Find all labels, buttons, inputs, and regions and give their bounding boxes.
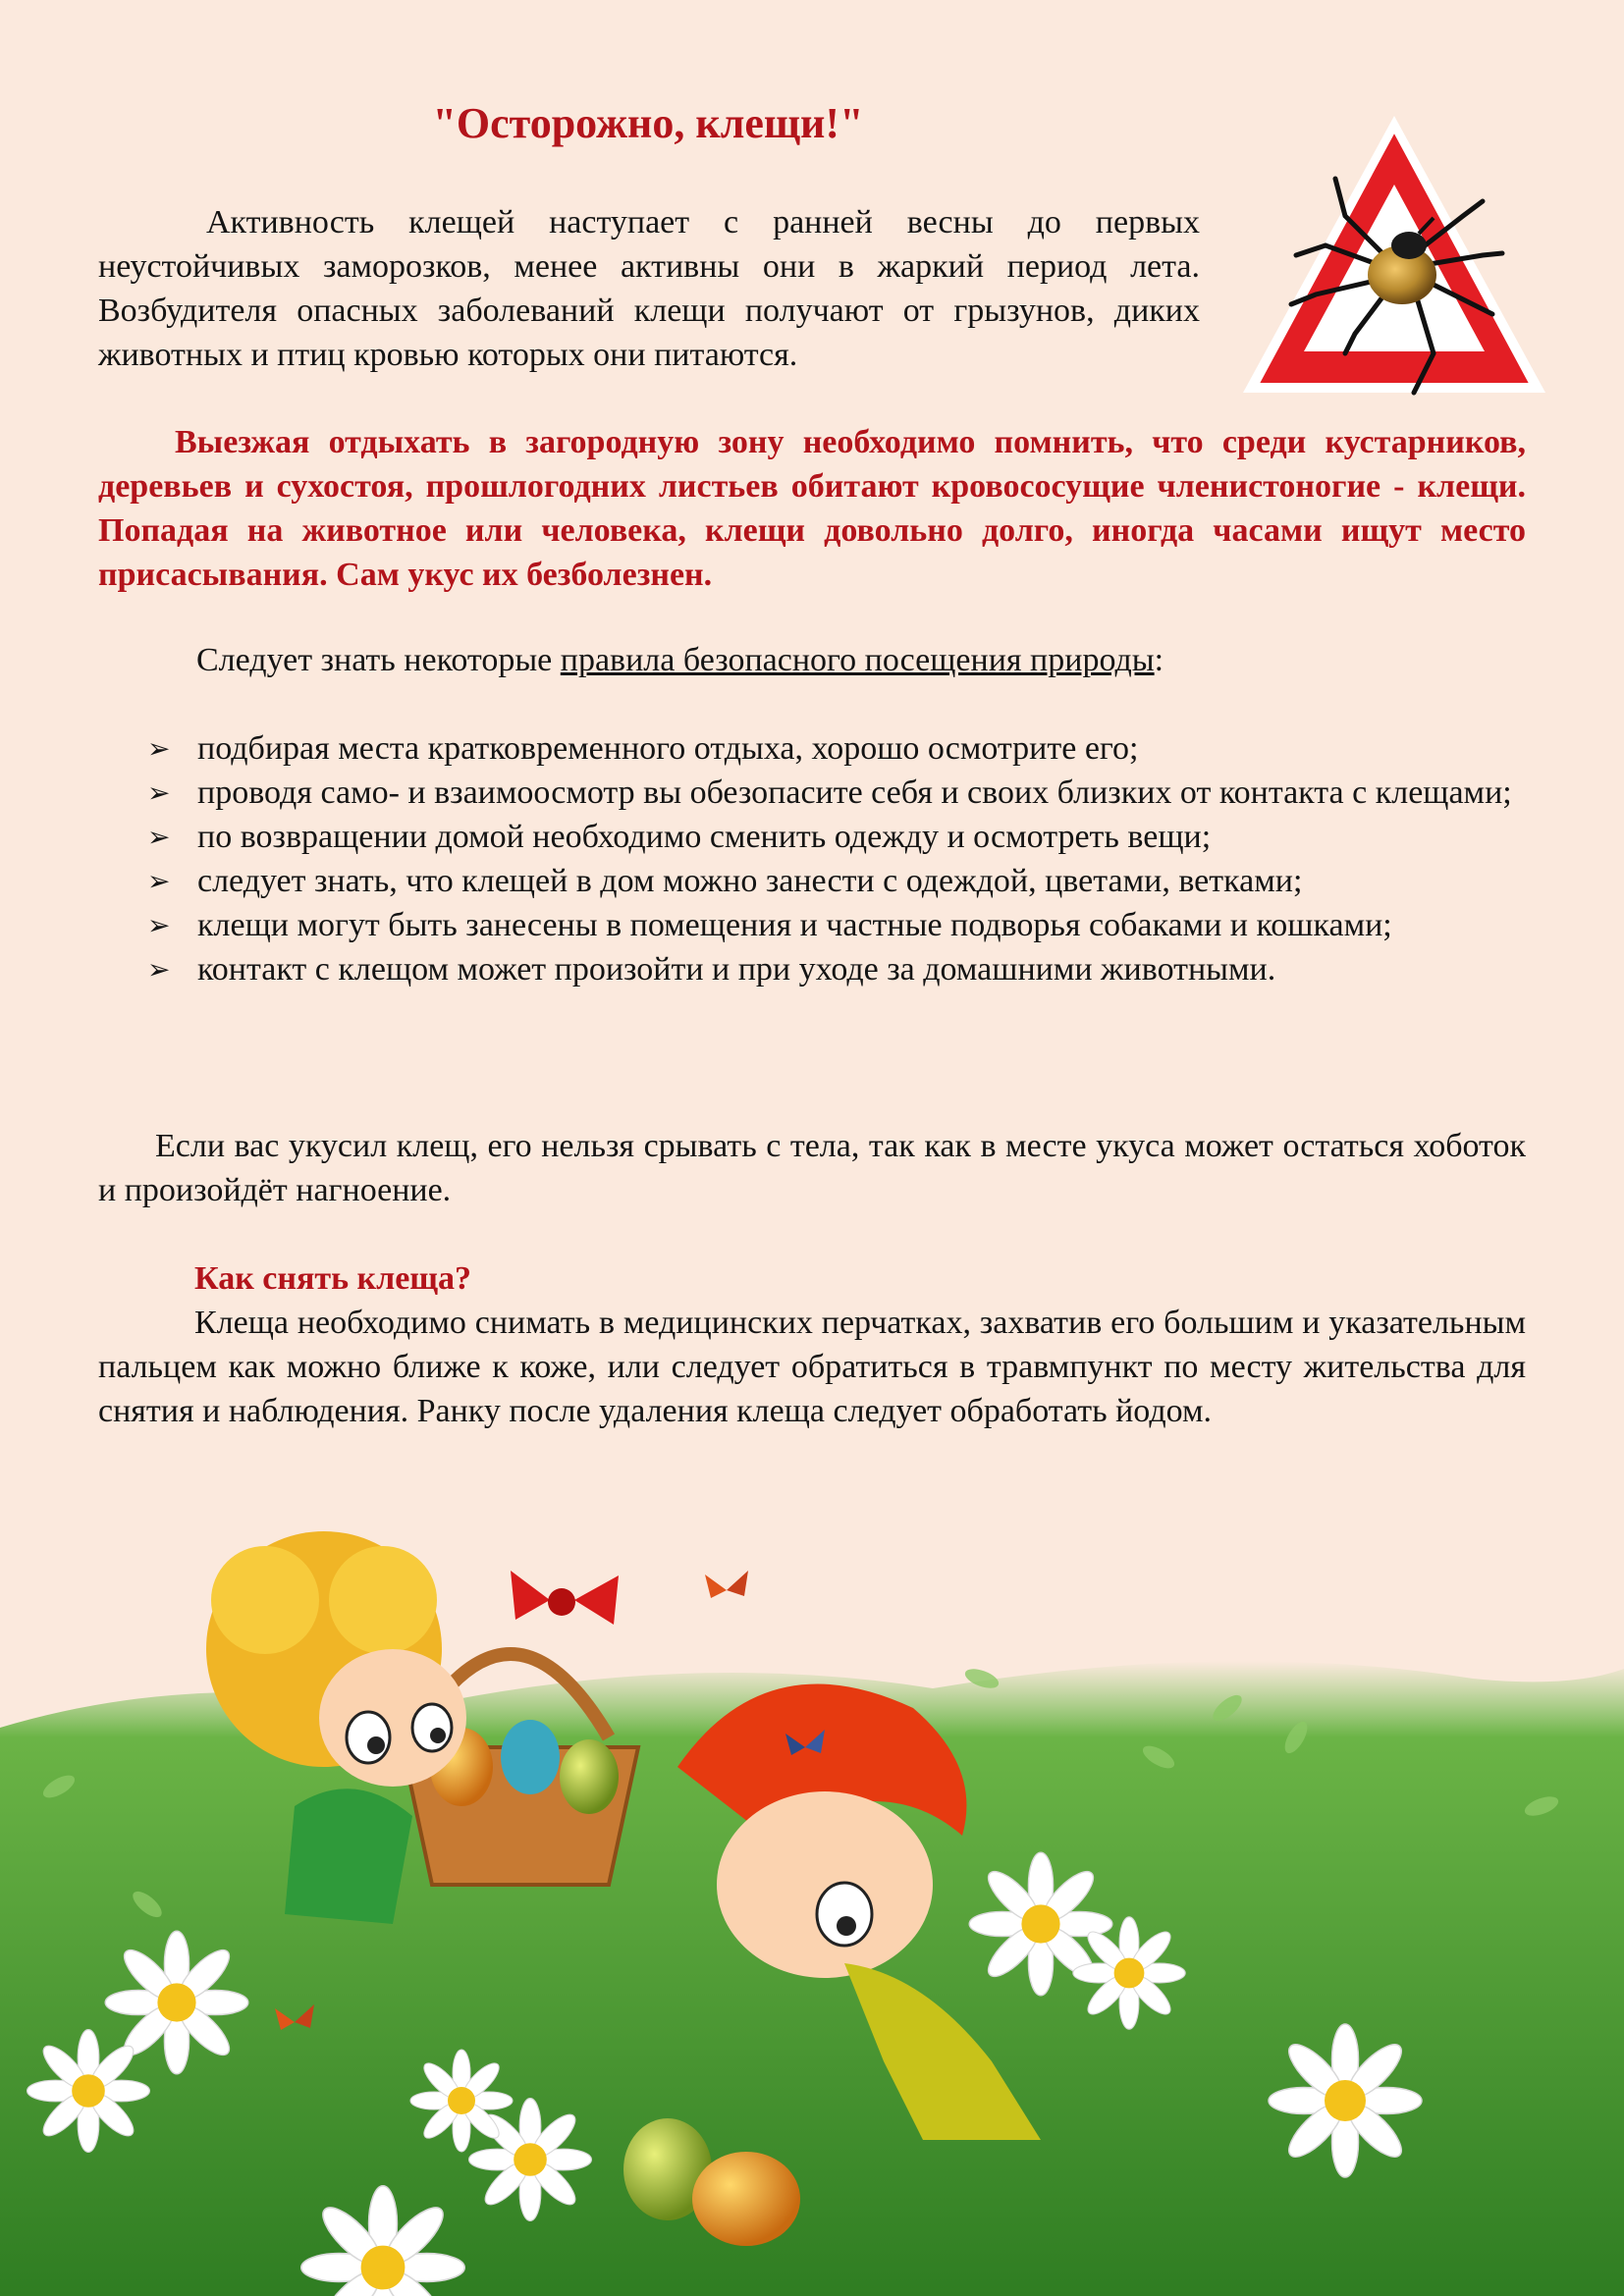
list-item-text: контакт с клещом может произойти и при уходе за домашними животными.	[197, 951, 1276, 988]
howto-paragraph: Клеща необходимо снимать в медицинских перчатках, захватив его большим и указательным пальцем как можно ближе к коже, или следует обратиться в травмпункт по месту жительства для снятия и наблюдения. Ранку после удаления клеща следует обработать йодом.	[98, 1305, 1526, 1429]
rules-intro-underlined: правила безопасного посещения природы	[560, 642, 1155, 678]
list-item-text: следует знать, что клещей в дом можно занести с одеждой, цветами, ветками;	[197, 863, 1303, 899]
arrow-bullet-icon: ➢	[147, 776, 171, 809]
list-item	[98, 815, 1526, 859]
bite-note-paragraph: Если вас укусил клещ, его нельзя срывать с тела, так как в месте укуса может остаться хоботок и произойдёт нагноение.	[98, 1128, 1526, 1208]
warning-paragraph: Выезжая отдыхать в загородную зону необходимо помнить, что среди кустарников, деревьев и сухостоя, прошлогодних листьев обитают кровососущие членистоногие - клещи. Попадая на животное или человека, клещи довольно долго, иногда часами ищут место присасывания. Сам укус их безболезнен.	[98, 424, 1526, 593]
list-item	[98, 771, 1526, 815]
arrow-bullet-icon: ➢	[147, 865, 171, 897]
children-meadow-illustration	[0, 1512, 1624, 2296]
list-item	[98, 726, 1526, 771]
rules-intro-prefix: Следует знать некоторые	[196, 642, 561, 678]
rules-intro	[98, 638, 1526, 682]
list-item-text: клещи могут быть занесены в помещения и частные подворья собаками и кошками;	[197, 907, 1392, 943]
rules-intro-suffix: :	[1154, 642, 1164, 678]
list-item-text: проводя само- и взаимоосмотр вы обезопасите себя и своих близких от контакта с клещами;	[197, 774, 1512, 811]
arrow-bullet-icon: ➢	[147, 953, 171, 986]
arrow-bullet-icon: ➢	[147, 821, 171, 853]
howto-heading: Как снять клеща?	[194, 1260, 472, 1297]
intro-paragraph: Активность клещей наступает с ранней весны до первых неустойчивых заморозков, менее активны они в жаркий период лета. Возбудителя опасных заболеваний клещи получают от грызунов, диких животных и птиц кровью которых они питаются.	[98, 204, 1200, 373]
arrow-bullet-icon: ➢	[147, 732, 171, 765]
rules-list	[98, 726, 1526, 991]
list-item-text: подбирая места кратковременного отдыха, хорошо осмотрите его;	[197, 730, 1139, 767]
list-item	[98, 947, 1526, 991]
list-item	[98, 903, 1526, 947]
arrow-bullet-icon: ➢	[147, 909, 171, 941]
list-item-text: по возвращении домой необходимо сменить одежду и осмотреть вещи;	[197, 819, 1212, 855]
tick-warning-sign-icon	[1237, 108, 1551, 402]
list-item	[98, 859, 1526, 903]
page-title: "Осторожно, клещи!"	[432, 99, 864, 147]
